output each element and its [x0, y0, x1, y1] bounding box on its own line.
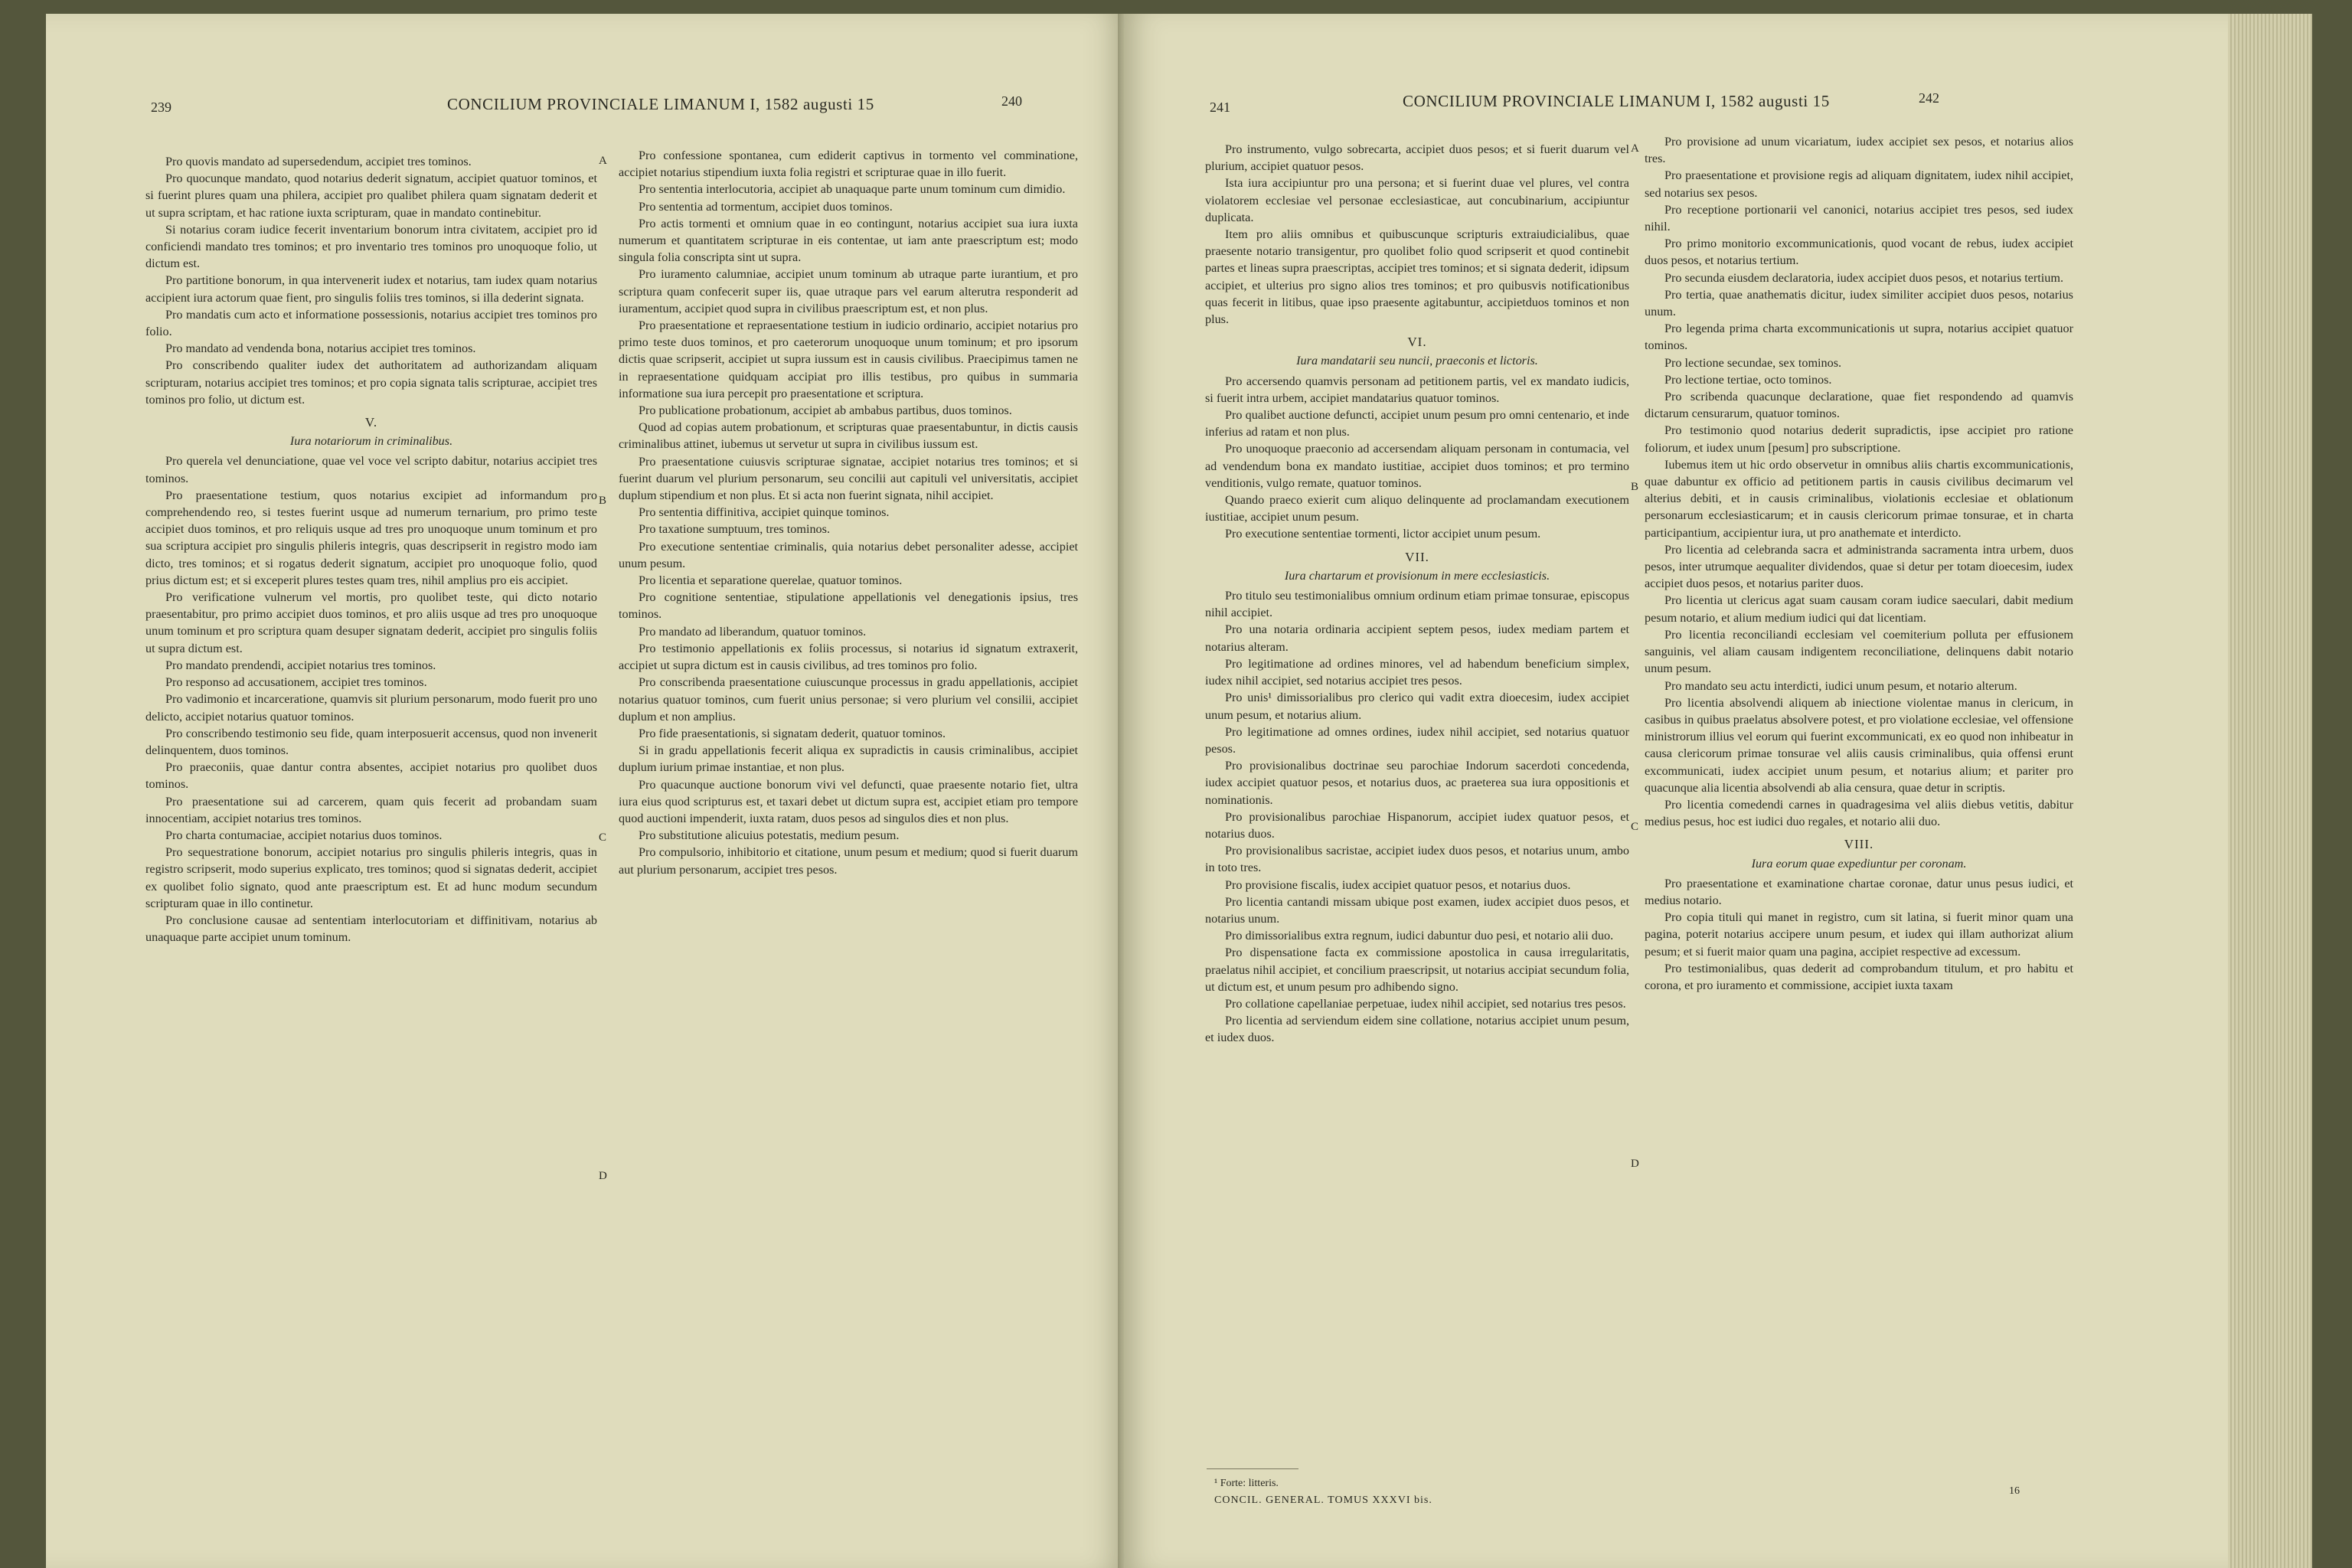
paragraph: Pro confessione spontanea, cum ediderit captivus in tormento vel comminatione, accipiet notarius stipendium iuxta folia registri et scripturae quae in illo fuerit.: [619, 149, 1078, 180]
text-column: [1645, 133, 2073, 994]
right-page-header: [1124, 14, 2312, 115]
paragraph: Pro querela vel denunciatione, quae vel voce vel scripto dabitur, notarius accipiet tres tominos.: [145, 454, 597, 485]
text-column: [145, 153, 597, 946]
paragraph: Pro provisionalibus sacristae, accipiet iudex duos pesos, et notarius unum, ambo in toto tres.: [1205, 844, 1629, 875]
page-number: 240: [1001, 93, 1022, 109]
paragraph: Pro sententia diffinitiva, accipiet quinque tominos.: [639, 505, 890, 520]
paragraph: Pro executione sententiae criminalis, quia notarius debet personaliter adesse, accipiet unum pesum.: [619, 539, 1078, 570]
paragraph: Pro actis tormenti et omnium quae in eo contingunt, notarius accipiet sua iura iuxta numerum et quantitatem scripturae in eis contentae, ut iam ante praescriptum est; modo singula folia conscripta sint ut supra.: [619, 216, 1078, 265]
paragraph: Pro testimonio quod notarius dederit supradictis, ipse accipiet pro ratione foliorum, et iudex unum [pesum] pro subscriptione.: [1645, 423, 2073, 455]
paragraph: Iubemus item ut hic ordo observetur in omnibus aliis chartis excommunicationis, quae dabuntur ex officio ad petitionem partis in causis civilibus decimarum vel alterius debiti, et in causis criminalibus, violationis ecclesiae et oblationum personarum ecclesiasticarum; et in causis clericorum primae tonsurae, et in charta participantium, accipientur iura, ut pro anathemate et interdicto.: [1645, 457, 2073, 540]
paragraph: Pro sententia interlocutoria, accipiet ab unaquaque parte unum tominum cum dimidio.: [639, 182, 1066, 197]
paragraph: Pro accersendo quamvis personam ad petitionem partis, vel ex mandato iudicis, si fuerit intra urbem, accipiet mandatarius quatuor tominos.: [1205, 374, 1629, 405]
left-page: [46, 14, 1124, 1568]
running-title: CONCILIUM PROVINCIALE LIMANUM I, 1582 augusti 15: [1403, 92, 1830, 110]
paragraph: Pro primo monitorio excommunicationis, quod vocant de rebus, iudex accipiet duos pesos, et notarius tertium.: [1645, 237, 2073, 268]
section-title: Iura eorum quae expediuntur per coronam.: [1751, 856, 1967, 871]
paragraph: Pro scribenda quacunque declaratione, quae fiet respondendo ad quamvis dictarum censurarum, quatuor tominos.: [1645, 390, 2073, 421]
section-title: Iura notariorum in criminalibus.: [289, 434, 453, 449]
paragraph: Pro provisione fiscalis, iudex accipiet quatuor pesos, et notarius duos.: [1225, 877, 1571, 892]
paragraph: Pro licentia cantandi missam ubique post examen, iudex accipiet duos pesos, et notarius unum.: [1205, 894, 1629, 926]
paragraph: Pro quacunque auctione bonorum vivi vel defuncti, quae praesente notario fiet, ultra iura eius quod scripturus est, et taxari debet ut dictum supra est, accipiet etiam pro tempore quod auctioni impenderit, iuxta ratam, duos pesos ad singulos dies et non plus.: [619, 777, 1078, 825]
page-number: 241: [1210, 100, 1230, 115]
paragraph: Pro cognitione sententiae, stipulatione appellationis vel denegationis ipsius, tres tominos.: [619, 590, 1078, 622]
paragraph: Pro mandato ad liberandum, quatuor tominos.: [639, 624, 867, 639]
signature-number: 16: [2009, 1485, 2020, 1497]
signature-line: CONCIL. GENERAL. TOMUS XXXVI bis.: [1214, 1494, 1432, 1506]
paragraph: Pro praesentatione et repraesentatione testium in iudicio ordinario, accipiet notarius pro primo teste duos tominos, et pro caeterorum unoquoque unum tominum; et pro ipsorum dictis quae scripserit, accipiet ut supra iussum est in causis civilibus. Praecipimus tamen ne in repraesentatione quidquam accipiat pro illis testibus, pro quibus in summaria informatione sua iura percepit pro praesentatione et scriptura.: [619, 318, 1078, 400]
paragraph: Pro praesentatione et provisione regis ad aliquam dignitatem, iudex nihil accipiet, sed notarius sex pesos.: [1645, 168, 2073, 200]
paragraph: Pro quovis mandato ad supersedendum, accipiet tres tominos.: [165, 155, 472, 168]
paragraph: Pro dispensatione facta ex commissione apostolica in causa irregularitatis, praelatus nihil accipiet, et concilium praescripsit, ut notarius accipiat secundum folia, ut dictum est, et unum pesum pro adhibendo signo.: [1205, 946, 1629, 994]
paragraph: Si in gradu appellationis fecerit aliqua ex supradictis in causis criminalibus, accipiet duplum iurium primae instantiae, et non plus.: [619, 743, 1078, 775]
paragraph: Pro quocunque mandato, quod notarius dederit signatum, accipiet quatuor tominos, et si fuerint plures quam una philera, accipiet pro qualibet philera quam signatam dederit et ut supra scriptam, et hac ratione iuxta scripturam, quae in mandato continebitur.: [145, 172, 597, 220]
paragraph: Pro charta contumaciae, accipiet notarius duos tominos.: [165, 828, 443, 842]
paragraph: Item pro aliis omnibus et quibuscunque scripturis extraiudicialibus, quae praesente notario transigentur, pro quolibet folio quod scripserit et quod continebit partes et lineas supra praescriptas, accipiet tres tominos; et si signata dederit, idipsum accipiet, et ulterius pro signo alios tres tominos; et pro quibusvis notificationibus quas fecerit in litibus, quae ipso praesente agitabuntur, accipietduos tominos et non plus.: [1205, 227, 1629, 327]
paragraph: Pro legenda prima charta excommunicationis ut supra, notarius accipiet quatuor tominos.: [1645, 322, 2073, 353]
paragraph: Pro sententia ad tormentum, accipiet duos tominos.: [639, 199, 893, 214]
paragraph: Pro mandato seu actu interdicti, iudici unum pesum, et notario alterum.: [1664, 678, 2017, 693]
section-number: VIII.: [1844, 837, 1874, 852]
paragraph: Pro conscribendo qualiter iudex det authoritatem ad authorizandam aliquam scripturam, notarius accipiet tres tominos; et pro copia signata talis scripturae, accipiet tres tominos pro folio, ut dictum est.: [145, 358, 597, 407]
paragraph: Pro copia tituli qui manet in registro, cum sit latina, si fuerit minor quam una pagina, poterit notarius accipere unum pesum, et iudex qui illam authorizat alium pesum; et si fuerit maior quam una pagina, accipiet respective ad excessum.: [1645, 910, 2073, 959]
right-page: [1124, 14, 2312, 1568]
paragraph: Pro dimissorialibus extra regnum, iudici dabuntur duo pesi, et notario alii duo.: [1225, 929, 1614, 943]
paragraph: Pro legitimatione ad ordines minores, vel ad habendum beneficium simplex, iudex nihil accipiet, sed notarius accipiet tres pesos.: [1205, 656, 1629, 688]
paragraph: Quando praeco exierit cum aliquo delinquente ad proclamandam executionem iustitiae, accipiet unum pesum.: [1205, 493, 1629, 524]
paragraph: Pro praeconiis, quae dantur contra absentes, accipiet notarius pro quolibet duos tominos.: [145, 760, 597, 792]
paragraph: Pro mandato prendendi, accipiet notarius tres tominos.: [165, 658, 436, 672]
paragraph: Pro conscribendo testimonio seu fide, quam interposuerit accensus, quod non invenerit delinquentem, duos tominos.: [145, 726, 597, 757]
paragraph: Pro provisionalibus doctrinae seu parochiae Indorum sacerdoti concedenda, iudex accipiet quatuor pesos, et notarius duos, ac praeterea sua iura oppositionis et nominationis.: [1205, 759, 1629, 807]
text-column: [619, 147, 1078, 878]
paragraph: Pro partitione bonorum, in qua intervenerit iudex et notarius, tam iudex quam notarius accipient iura actorum quae fient, pro singulis foliis tres tominos, si illa dederint signata.: [145, 273, 597, 305]
paragraph: Pro licentia absolvendi aliquem ab iniectione violentae manus in clericum, in casibus in quibus praelatus absolvere potest, et pro violatione ecclesiae, vel offensione ministrorum illius vel eorum qui fuerint excommunicati, ex eo quod non inhibeatur in causa clericorum primae tonsurae vel aliis causis criminalibus, quia offensi erunt excommunicati, iudex accipiet unum pesum, et notarius alium; et pariter pro quacunque alia licentia absolvendi ab alia censura, quae detur in scriptis.: [1645, 695, 2073, 795]
paragraph: Pro compulsorio, inhibitorio et citatione, unum pesum et medium; quod si fuerit duarum aut plurium personarum, accipiet tres pesos.: [619, 845, 1078, 877]
paragraph: Pro mandato ad vendenda bona, notarius accipiet tres tominos.: [165, 341, 476, 356]
paragraph: Pro unis¹ dimissorialibus pro clerico qui vadit extra dioecesim, iudex accipiet unum pesum, et notarius alium.: [1205, 691, 1629, 722]
running-title: CONCILIUM PROVINCIALE LIMANUM I, 1582 augusti 15: [447, 95, 874, 113]
paragraph: Quod ad copias autem probationum, et scripturas quae praesentabuntur, in dictis causis criminalibus attinet, iubemus ut servetur ut supra in civilibus iussum est.: [619, 420, 1078, 452]
footnote: ¹ Forte: litteris.: [1214, 1478, 1279, 1489]
paragraph: Pro praesentatione cuiusvis scripturae signatae, accipiet notarius tres tominos; et si fuerint duarum vel plurium personarum, seu concilii aut capituli vel universitatis, accipiet duplum stipendium et non plus. Et si acta non fuerint signata, nihil accipiet.: [619, 454, 1078, 503]
paragraph: Pro mandatis cum acto et informatione possessionis, notarius accipiet tres tominos pro folio.: [145, 307, 597, 339]
margin-marker: C: [1631, 821, 1639, 833]
paragraph: Pro licentia ut clericus agat suam causam coram iudice saeculari, dabit medium pesum notario, et alium medium iudici qui dat licentiam.: [1645, 593, 2073, 625]
paragraph: Pro licentia reconciliandi ecclesiam vel coemiterium polluta per effusionem sanguinis, vel aliam causam indigentem reconciliatione, delinquens dabit notario unum pesum.: [1645, 627, 2073, 676]
paragraph: Pro testimonialibus, quas dederit ad comprobandum titulum, et pro habitu et corona, et pro iuramento et commissione, accipiet iuxta taxam: [1645, 961, 2073, 992]
section-title: Iura chartarum et provisionum in mere ecclesiasticis.: [1284, 568, 1550, 583]
section-number: VII.: [1405, 549, 1429, 564]
margin-marker: B: [599, 495, 607, 507]
margin-marker: D: [1631, 1158, 1639, 1170]
paragraph: Pro receptione portionarii vel canonici, notarius accipiet tres pesos, sed iudex nihil.: [1645, 202, 2073, 234]
section-number: V.: [364, 415, 378, 430]
paragraph: Pro praesentatione testium, quos notarius excipiet ad informandum pro comprehendendo reo, si testes fuerint usque ad numerum ternarium, pro primo teste accipiet duos tominos, et pro reliquis usque ad tres pro unoquoque unum tominum et pro sua scriptura accipiet pro singulis phileris integris, quas descripserit in registro modo iam dicto, tres tominos; et si rogatus dederit signatum, accipiet pro unoquoque folio, quod prius dictum est; et si exceperit plures testes quam tres, nihil amplius pro eis accipiet.: [145, 488, 597, 587]
paragraph: Pro provisionalibus parochiae Hispanorum, accipiet iudex quatuor pesos, et notarius duos.: [1205, 809, 1629, 841]
paragraph: Pro collatione capellaniae perpetuae, iudex nihil accipiet, sed notarius tres pesos.: [1225, 996, 1626, 1011]
margin-marker: C: [599, 831, 607, 844]
paragraph: Pro secunda eiusdem declaratoria, iudex accipiet duos pesos, et notarius tertium.: [1664, 270, 2063, 285]
paragraph: Pro licentia ad celebranda sacra et administranda sacramenta intra urbem, duos pesos, inter utrumque aequaliter dividendos, quae si detur per totam dioecesim, iudex accipiet duos pesos, et notarius pariter duos.: [1645, 542, 2073, 591]
paragraph: Pro publicatione probationum, accipiet ab ambabus partibus, duos tominos.: [639, 403, 1012, 418]
paragraph: Pro tertia, quae anathematis dicitur, iudex similiter accipiet duos pesos, notarius unum.: [1645, 287, 2073, 319]
paragraph: Pro responso ad accusationem, accipiet tres tominos.: [165, 675, 427, 690]
paragraph: Pro praesentatione sui ad carcerem, quam quis fecerit ad probandam suam innocentiam, accipiet notarius tres tominos.: [145, 794, 597, 825]
book-spread: [46, 14, 2312, 1568]
paragraph: Pro licentia comedendi carnes in quadragesima vel aliis diebus vetitis, dabitur medius pesus, hoc est iudici duo regales, et notario alii duo.: [1645, 797, 2073, 829]
paragraph: Si notarius coram iudice fecerit inventarium bonorum intra civitatem, accipiet pro id conficiendi mandato tres tominos; et pro inventario tres tominos pro unoquoque folio, ut dictum est.: [145, 222, 597, 271]
paragraph: Pro executione sententiae tormenti, lictor accipiet unum pesum.: [1225, 527, 1541, 541]
paragraph: Ista iura accipiuntur pro una persona; et si fuerint duae vel plures, vel contra violatorem ecclesiae vel personae ecclesiasticae, aut concubinarium, accipiuntur duplicata.: [1205, 176, 1629, 224]
margin-marker: A: [599, 155, 607, 167]
paragraph: Pro lectione tertiae, octo tominos.: [1664, 372, 1832, 387]
margin-marker: D: [599, 1170, 607, 1182]
paragraph: Pro fide praesentationis, si signatam dederit, quatuor tominos.: [639, 726, 946, 740]
margin-marker: B: [1631, 481, 1639, 493]
footnote-rule: [1207, 1468, 1298, 1469]
paragraph: Pro verificatione vulnerum vel mortis, pro quolibet teste, qui dicto notario praesentabitur, pro primo accipiet duos tominos, et pro aliis usque ad tres pro unoquoque unum tominum et pro scriptura quam desuper signatam dederit, accipiet pro singulis foliis ut supra dictum est.: [145, 590, 597, 655]
paragraph: Pro licentia et separatione querelae, quatuor tominos.: [639, 573, 903, 588]
paragraph: Pro legitimatione ad omnes ordines, iudex nihil accipiet, sed notarius quatuor pesos.: [1205, 724, 1629, 756]
paragraph: Pro lectione secundae, sex tominos.: [1664, 355, 1842, 370]
paragraph: Pro una notaria ordinaria accipient septem pesos, iudex mediam partem et notarius alteram.: [1205, 622, 1629, 654]
paragraph: Pro testimonio appellationis ex foliis processus, si notarius id signatum extraxerit, accipiet ut supra dictum est in causis civilibus, ad tres tominos pro folio.: [619, 641, 1078, 673]
page-edges: [2228, 14, 2312, 1568]
paragraph: Pro sequestratione bonorum, accipiet notarius pro singulis phileris integris, quas in registro scripserit, modo superius explicato, tres tominos; quod si signatas dederit, accipiet ex quolibet folio signato, quod ante praescriptum est. Et ad hunc modum secundum scripturam quae in illo continetur.: [145, 845, 597, 910]
page-number: 239: [151, 100, 172, 115]
section-number: VI.: [1407, 335, 1427, 350]
paragraph: Pro praesentatione et examinatione chartae coronae, datur unus pesus iudici, et medius notario.: [1645, 876, 2073, 907]
margin-marker: A: [1631, 142, 1639, 155]
paragraph: Pro unoquoque praeconio ad accersendam aliquam personam in contumacia, vel ad vendendum bona ex mandato iustitiae, accipiet duos tominos; et pro termino venditionis, vulgo remate, quatuor tominos.: [1205, 442, 1629, 490]
left-page-header: [46, 14, 1124, 115]
paragraph: Pro qualibet auctione defuncti, accipiet unum pesum pro omni centenario, et inde inferius ad ratam et non plus.: [1205, 408, 1629, 439]
paragraph: Pro conscribenda praesentatione cuiuscunque processus in gradu appellationis, accipiet notarius quatuor tominos, cum fuerit unius personae; si vero plurium vel consilii, accipiet duplum et non amplius.: [619, 675, 1078, 724]
paragraph: Pro instrumento, vulgo sobrecarta, accipiet duos pesos; et si fuerit duarum vel plurium, accipiet quatuor pesos.: [1205, 142, 1629, 174]
paragraph: Pro titulo seu testimonialibus omnium ordinum etiam primae tonsurae, episcopus nihil accipiet.: [1205, 589, 1629, 620]
text-column: [1205, 141, 1629, 1047]
paragraph: Pro vadimonio et incarceratione, quamvis sit plurium personarum, modo fuerit pro uno delicto, accipiet notarius quatuor tominos.: [145, 692, 597, 724]
section-title: Iura mandatarii seu nuncii, praeconis et lictoris.: [1296, 354, 1538, 368]
paragraph: Pro substitutione alicuius potestatis, medium pesum.: [639, 828, 900, 843]
paragraph: Pro provisione ad unum vicariatum, iudex accipiet sex pesos, et notarius alios tres.: [1645, 135, 2073, 166]
paragraph: Pro taxatione sumptuum, tres tominos.: [639, 522, 830, 537]
paragraph: Pro conclusione causae ad sententiam interlocutoriam et diffinitivam, notarius ab unaquaque parte accipiet unum tominum.: [145, 913, 597, 945]
paragraph: Pro licentia ad serviendum eidem sine collatione, notarius accipiet unum pesum, et iudex duos.: [1205, 1014, 1629, 1045]
page-number: 242: [1919, 90, 1939, 106]
paragraph: Pro iuramento calumniae, accipiet unum tominum ab utraque parte iurantium, et pro scriptura quam confecerit super iis, quae utraque pars vel earum alterutra responderit ad iuramentum, accipiet quod supra in civilibus praescriptum est, et non plus.: [619, 267, 1078, 315]
